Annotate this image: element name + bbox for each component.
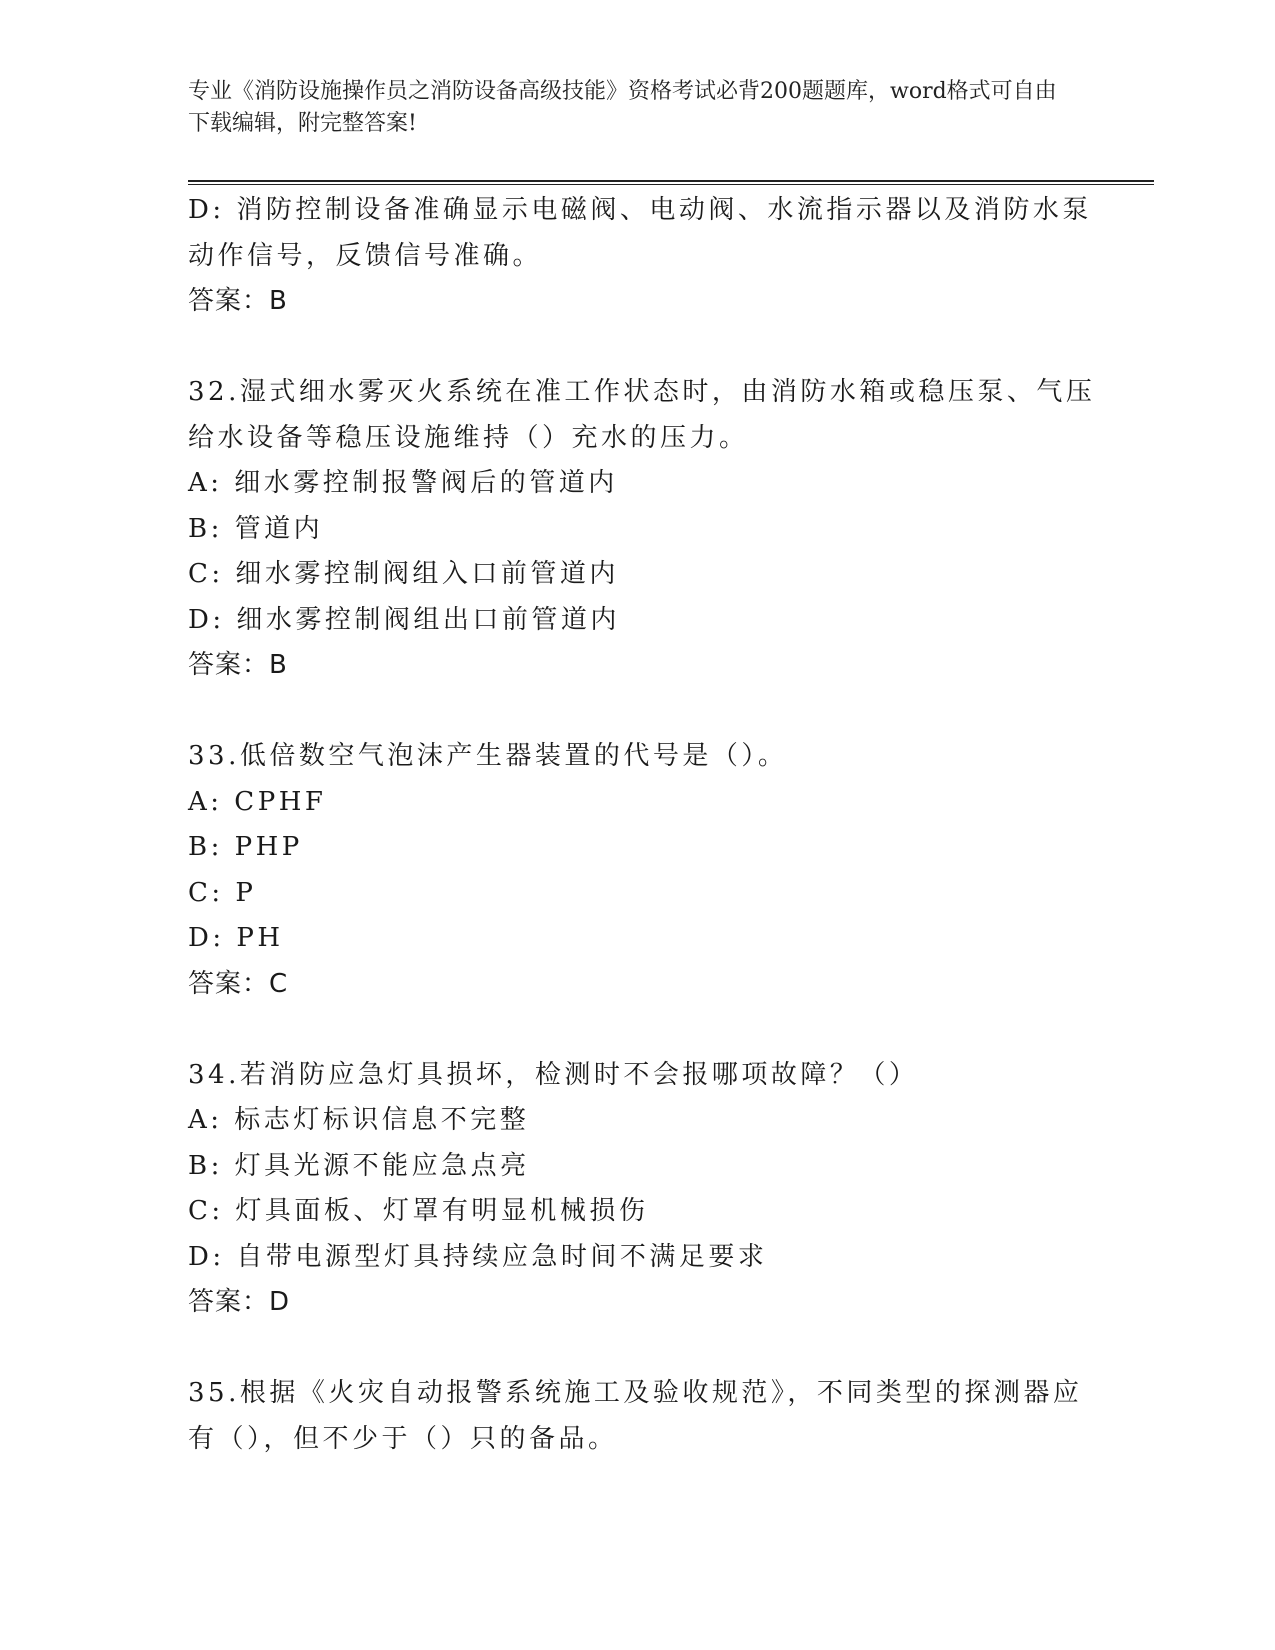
option-c: C: 细水雾控制阀组入口前管道内 xyxy=(188,559,619,589)
option-d: D: 自带电源型灯具持续应急时间不满足要求 xyxy=(188,1241,768,1272)
question-stem-continued: 给水设备等稳压设施维持（）充水的压力。 xyxy=(188,422,749,453)
question-35 xyxy=(188,1371,1088,1462)
option-d: D: 细水雾控制阀组出口前管道内 xyxy=(188,604,620,635)
spacer xyxy=(188,1007,1088,1053)
question-stem: 34.若消防应急灯具损坏，检测时不会报哪项故障？（） xyxy=(188,1059,919,1090)
option-d: D: PH xyxy=(188,923,284,953)
option-a: A: 细水雾控制报警阀后的管道内 xyxy=(188,468,618,498)
spacer xyxy=(188,1326,1088,1372)
option-d-continued: 动作信号，反馈信号准确。 xyxy=(188,240,543,271)
question-stem: 32.湿式细水雾灭火系统在准工作状态时，由消防水箱或稳压泵、气压 xyxy=(188,377,1096,407)
question-33 xyxy=(188,734,1088,1007)
question-stem: 35.根据《火灾自动报警系统施工及验收规范》，不同类型的探测器应 xyxy=(188,1378,1083,1408)
header-divider-thin xyxy=(188,184,1154,185)
question-stem-continued: 有（），但不少于（）只的备品。 xyxy=(188,1423,618,1454)
option-b: B: 管道内 xyxy=(188,513,324,544)
question-stem: 33.低倍数空气泡沫产生器装置的代号是（）。 xyxy=(188,741,788,771)
answer-line: 答案：B xyxy=(188,650,288,680)
question-32 xyxy=(188,370,1096,689)
question-34 xyxy=(188,1053,1088,1326)
option-a: A: 标志灯标识信息不完整 xyxy=(188,1105,530,1135)
spacer xyxy=(188,325,1088,371)
spacer xyxy=(188,689,1088,735)
document-body xyxy=(188,188,1096,1462)
answer-line: 答案：D xyxy=(188,1287,291,1317)
option-a: A: CPHF xyxy=(188,786,327,817)
header-divider-thick xyxy=(188,180,1154,182)
header-text: 专业《消防设施操作员之消防设备高级技能》资格考试必背200题题库，word格式可自由下载编辑，附完整答案! xyxy=(188,79,1057,136)
document-header xyxy=(188,76,1073,140)
option-b: B: PHP xyxy=(188,832,303,862)
option-c: C: P xyxy=(188,877,257,908)
option-d: D: 消防控制设备准确显示电磁阀、电动阀、水流指示器以及消防水泵 xyxy=(188,195,1092,225)
option-c: C: 灯具面板、灯罩有明显机械损伤 xyxy=(188,1196,649,1226)
answer-line: 答案：C xyxy=(188,968,289,999)
answer-line: 答案：B xyxy=(188,286,288,316)
option-b: B: 灯具光源不能应急点亮 xyxy=(188,1150,530,1181)
question-31-tail xyxy=(188,188,1092,325)
